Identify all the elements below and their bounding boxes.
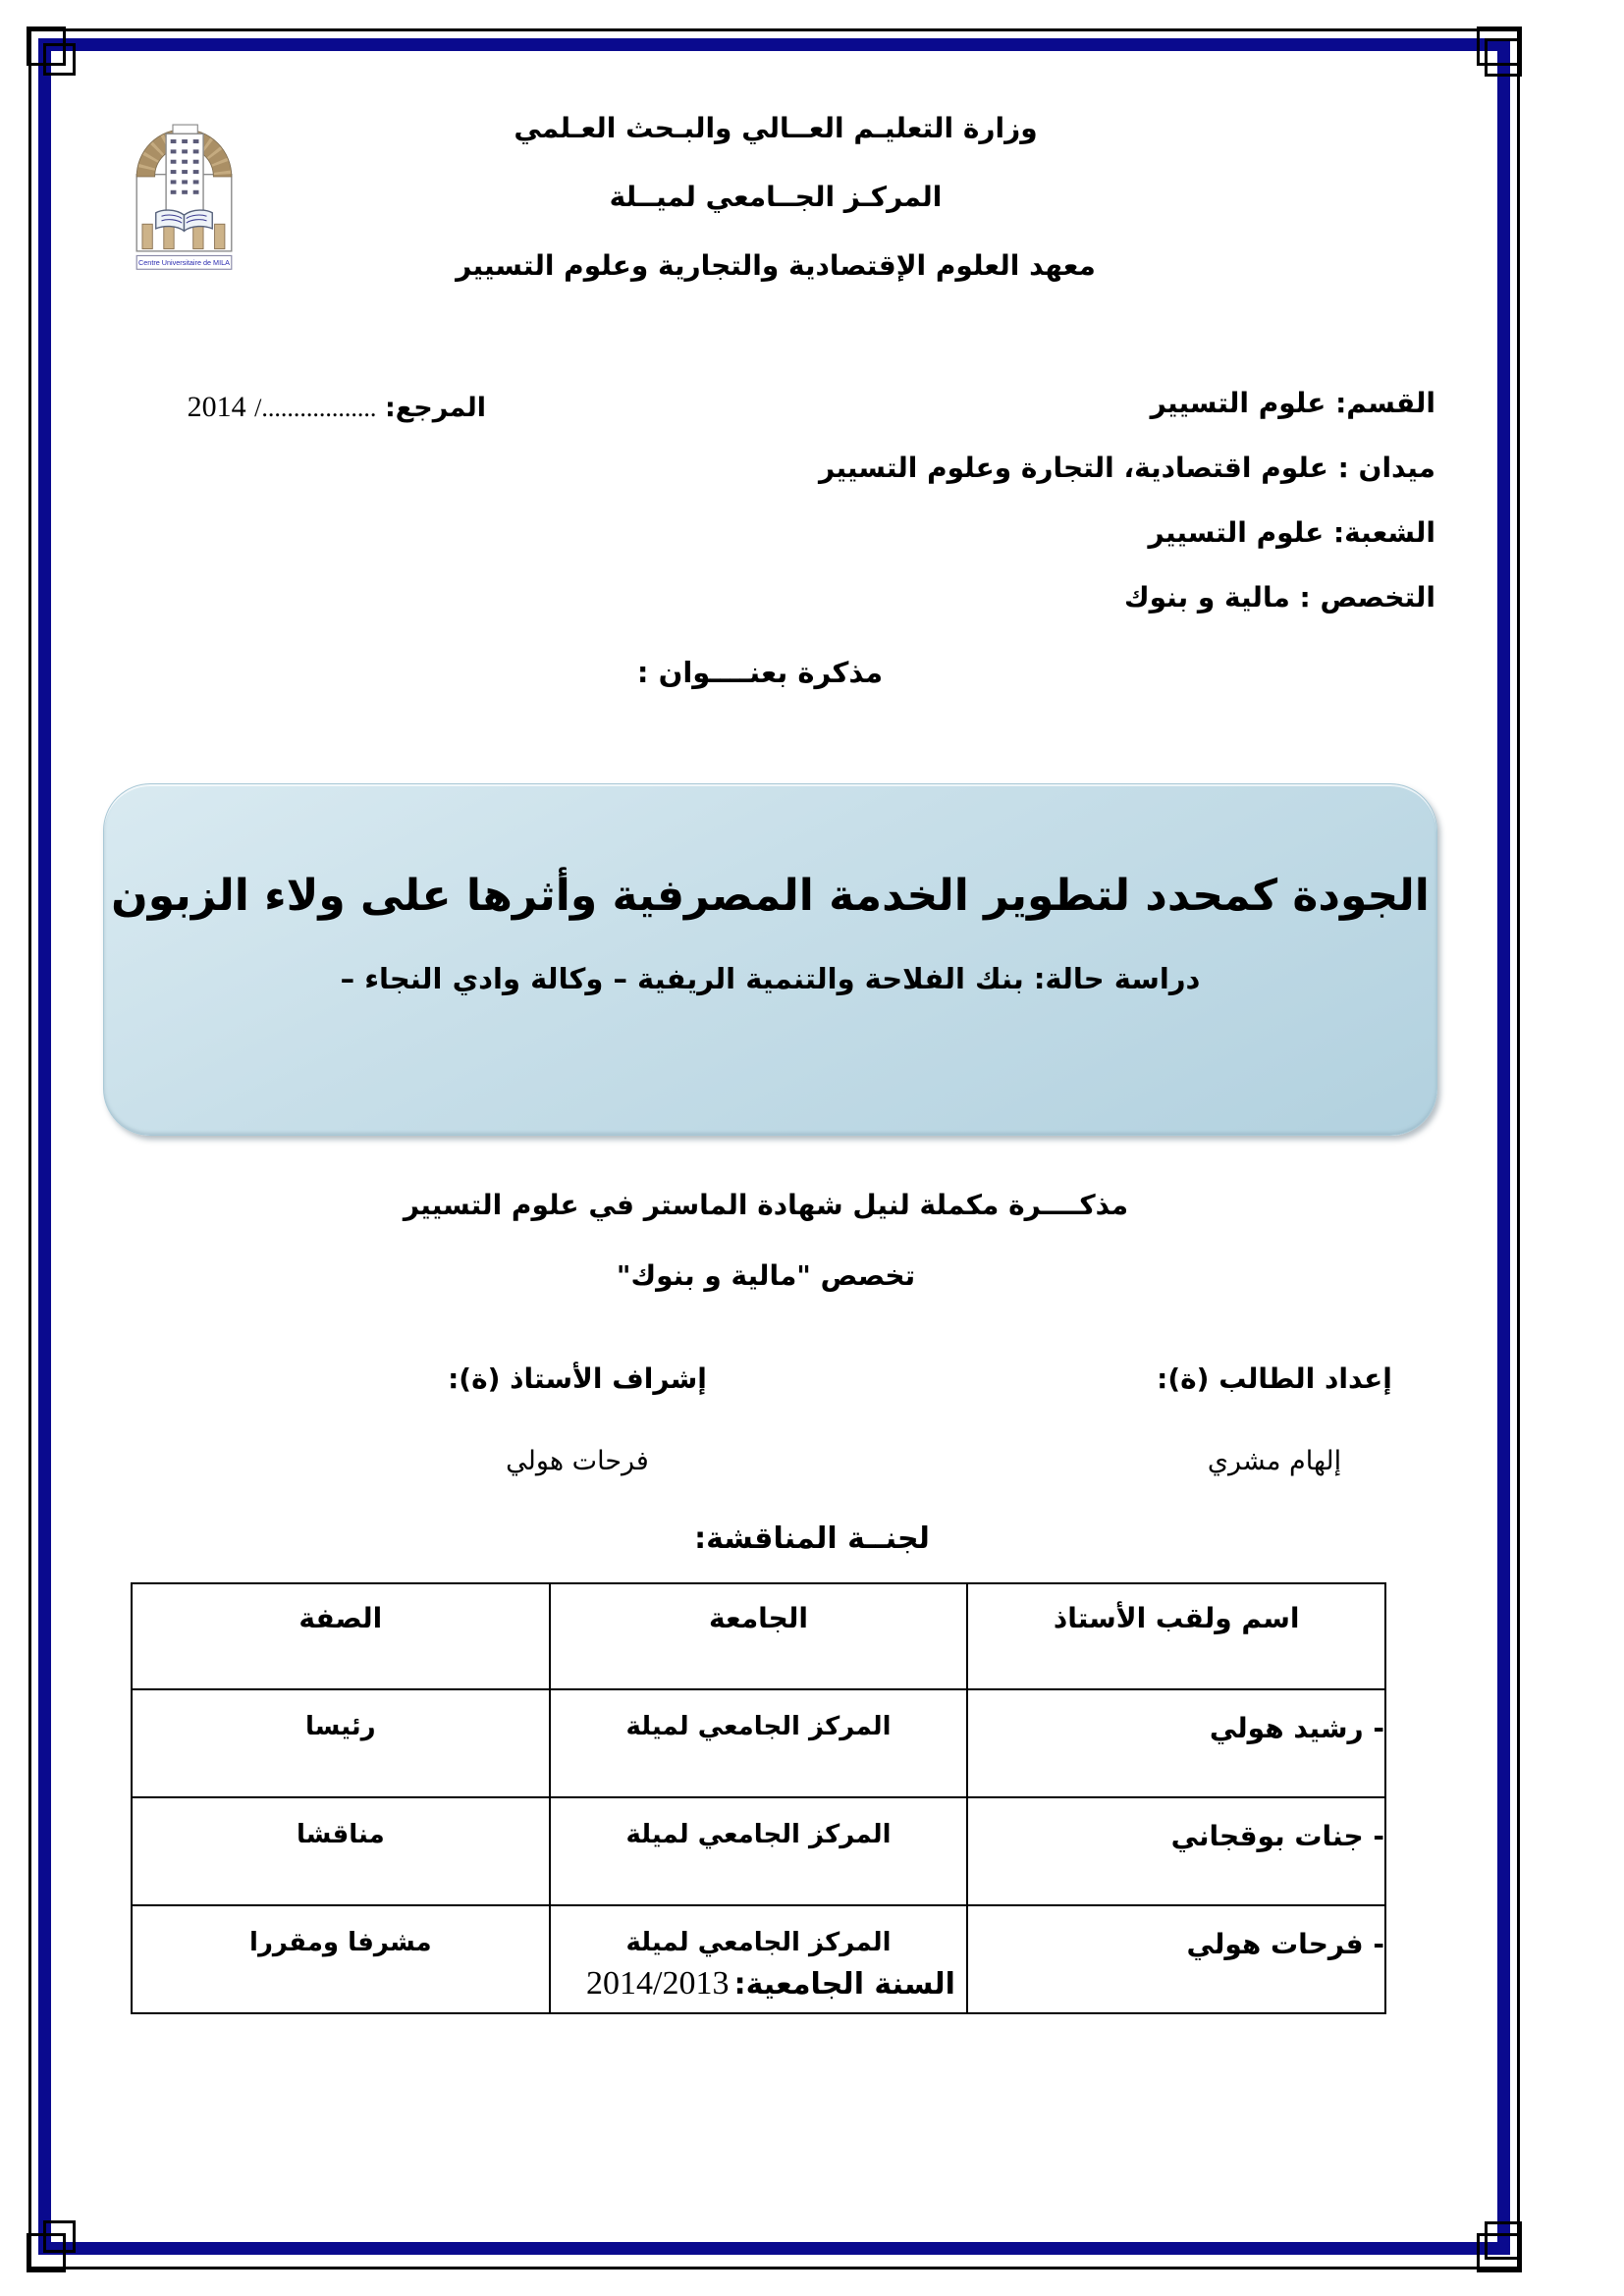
column-header-role: الصفة (132, 1583, 550, 1689)
professor-role: مناقشا (132, 1797, 550, 1905)
professor-role: رئيسا (132, 1689, 550, 1797)
column-header-professor: اسم ولقب الأستاذ (967, 1583, 1385, 1689)
memo-title-label: مذكرة بعنــــوان : (636, 656, 884, 689)
academic-year (0, 1965, 1542, 2002)
academic-info (709, 371, 1435, 630)
corner-ornament-top-right-inner (1485, 38, 1522, 77)
department-line: القسم: علوم التسيير (1150, 387, 1435, 419)
document-header (128, 94, 1424, 300)
professor-role: مشرفا ومقررا (132, 1905, 550, 2013)
branch-line: الشعبة: علوم التسيير (1148, 516, 1435, 549)
ministry-line: وزارة التعليـم العــالي والبـحث العـلمي (514, 112, 1038, 144)
supervisor-block (420, 1362, 734, 1476)
committee-header-row (132, 1583, 1385, 1689)
professor-university: المركز الجامعي لميلة (550, 1905, 968, 2013)
table-row (132, 1797, 1385, 1905)
reference-line (133, 391, 486, 424)
degree-line2: تخصص "مالية و بنوك" (616, 1259, 916, 1292)
degree-line1: مذكــــرة مكملة لنيل شهادة الماستر في علوم التسيير (403, 1189, 1129, 1221)
professor-university: المركز الجامعي لميلة (550, 1797, 968, 1905)
professor-name: - فرحات هولي (967, 1905, 1385, 2013)
supervisor-name: فرحات هولي (506, 1446, 649, 1476)
university-center-line: المركـز الجــامعي لميــلة (609, 181, 943, 213)
student-block (1117, 1362, 1432, 1476)
professor-name: - رشيد هولي (967, 1689, 1385, 1797)
supervisor-label: إشراف الأستاذ (ة): (448, 1362, 707, 1395)
professor-university: المركز الجامعي لميلة (550, 1689, 968, 1797)
student-name: إلهام مشري (1207, 1446, 1342, 1476)
institute-line: معهد العلوم الإقتصادية والتجارية وعلوم التسيير (456, 249, 1096, 282)
degree-statement (0, 1170, 1532, 1311)
professor-name: - جنات بوقجاني (967, 1797, 1385, 1905)
specialty-line: التخصص : مالية و بنوك (1123, 581, 1435, 614)
logo-caption-text: Centre Universitaire de MILA (138, 258, 230, 268)
table-row (132, 1689, 1385, 1797)
committee-heading: لجنــة المناقشة: (694, 1522, 930, 1556)
corner-ornament-bottom-left-inner (43, 2220, 76, 2253)
reference-year: 2014 (187, 391, 246, 423)
thesis-title-box (103, 783, 1437, 1136)
corner-ornament-bottom-right-inner (1485, 2221, 1522, 2260)
field-line: ميدان : علوم اقتصادية، التجارة وعلوم التسيير (819, 452, 1435, 484)
academic-year-label: السنة الجامعية: (733, 1967, 955, 2002)
committee-table (131, 1582, 1386, 2014)
academic-year-value: 2014/2013 (586, 1965, 730, 2002)
thesis-title: الجودة كمحدد لتطوير الخدمة المصرفية وأثرها على ولاء الزبون (111, 871, 1430, 921)
corner-ornament-top-left-inner (43, 43, 76, 76)
reference-label: المرجع: (385, 393, 486, 423)
student-label: إعداد الطالب (ة): (1157, 1362, 1392, 1395)
reference-dots: ................../ (254, 394, 377, 422)
column-header-university: الجامعة (550, 1583, 968, 1689)
thesis-subtitle: دراسة حالة: بنك الفلاحة والتنمية الريفية – وكالة وادي النجاء – (340, 962, 1201, 995)
